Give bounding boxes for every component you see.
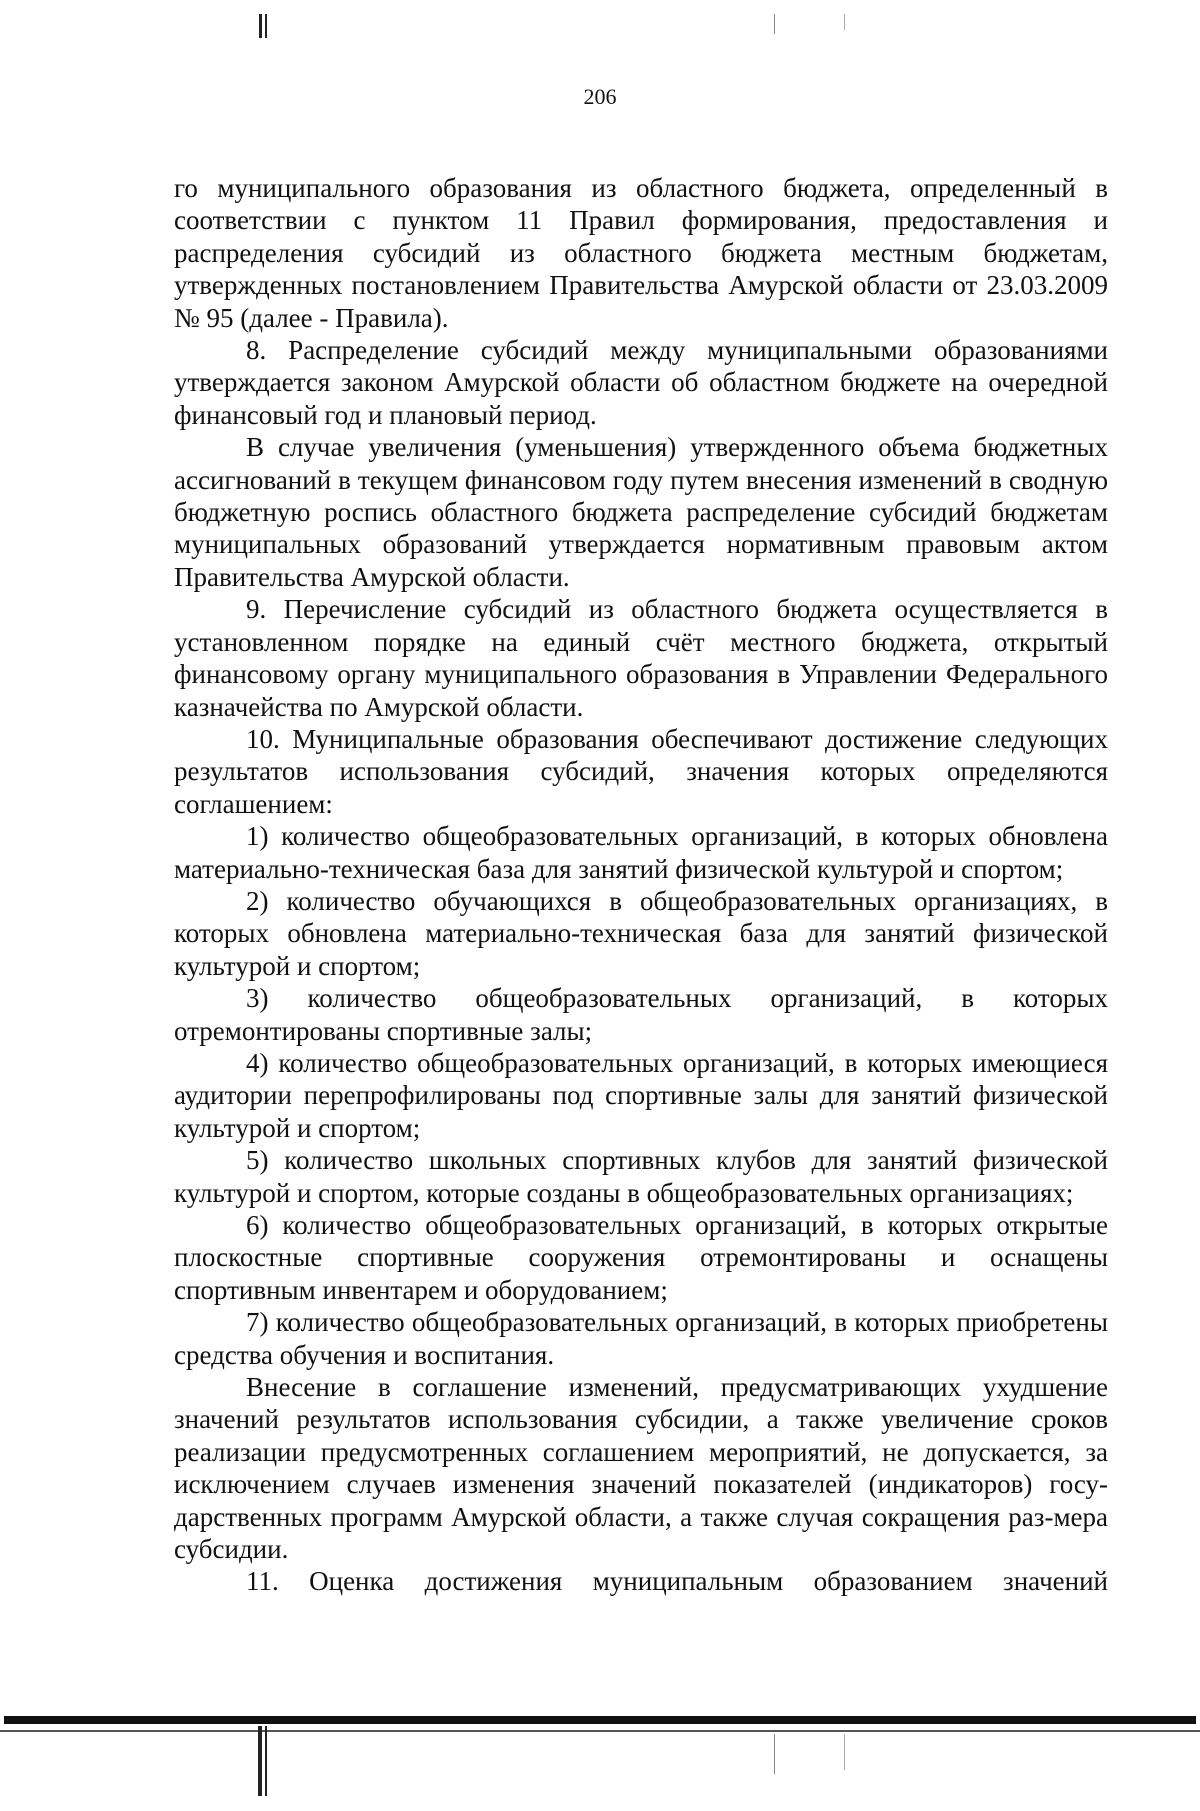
paragraph: 7) количество общеобразовательных организаций, в которых приобретены средства обучения и воспитания. <box>174 1307 1108 1370</box>
scan-artifact-bottom-right-2 <box>844 1734 845 1770</box>
paragraph: 2) количество обучающихся в общеобразовательных организациях, в которых обновлена материально-техническая база для занятий физической культурой и спортом; <box>174 885 1108 981</box>
scan-artifact-top-right-2 <box>844 14 845 30</box>
scan-artifact-bottom-left-2 <box>265 1726 267 1796</box>
scan-border-bottom <box>4 1716 1196 1724</box>
page-number: 206 <box>583 84 617 109</box>
paragraph: Внесение в соглашение изменений, предусматривающих ухудшение значений результатов использования субсидии, а также увеличение сроков реализации предусмотренных соглашением мероприятий, не допускается, за исключением случаев изменения значений показателей (индикаторов) госу-дарственных программ Амурской области, а также случая сокращения раз-мера субсидии. <box>174 1372 1108 1565</box>
document-body <box>174 172 1108 1598</box>
paragraph: 5) количество школьных спортивных клубов для занятий физической культурой и спортом, которые созданы в общеобразовательных организациях; <box>174 1145 1108 1208</box>
paragraph: го муниципального образования из областного бюджета, определенный в соответствии с пунктом 11 Правил формирования, предоставления и распределения субсидий из областного бюджета местным бюджетам, утвержденных постановлением Правительства Амурской области от 23.03.2009 № 95 (далее - Правила). <box>174 173 1108 333</box>
paragraph: 4) количество общеобразовательных организаций, в которых имеющиеся аудитории перепрофилированы под спортивные залы для занятий физической культурой и спортом; <box>174 1047 1108 1143</box>
scan-artifact-top-right <box>774 14 775 34</box>
paragraph: 8. Распределение субсидий между муниципальными образованиями утверждается законом Амурской области об областном бюджете на очередной финансовый год и плановый период. <box>174 335 1108 430</box>
scan-artifact-bottom-right <box>774 1734 775 1774</box>
paragraph: 9. Перечисление субсидий из областного бюджета осуществляется в установленном порядке на единый счёт местного бюджета, открытый финансовому органу муниципального образования в Управлении Федерального казначейства по Амурской области. <box>174 594 1108 722</box>
paragraph: 1) количество общеобразовательных организаций, в которых обновлена материально-техническая база для занятий физической культурой и спортом; <box>174 821 1108 884</box>
paragraph: 10. Муниципальные образования обеспечивают достижение следующих результатов использования субсидий, значения которых определяются соглашением: <box>174 723 1108 819</box>
scan-artifact-top-left <box>259 14 262 38</box>
paragraph: В случае увеличения (уменьшения) утвержденного объема бюджетных ассигнований в текущем финансовом году путем внесения изменений в сводную бюджетную роспись областного бюджета распределение субсидий бюджетам муниципальных образований утверждается нормативным правовым актом Правительства Амурской области. <box>174 432 1108 592</box>
paragraph: 6) количество общеобразовательных организаций, в которых открытые плоскостные спортивные сооружения отремонтированы и оснащены спортивным инвентарем и оборудованием; <box>174 1210 1108 1305</box>
paragraph: 3) количество общеобразовательных организаций, в которых отремонтированы спортивные залы; <box>174 983 1108 1046</box>
scan-artifact-bottom-left <box>258 1726 262 1796</box>
paragraph: 11. Оценка достижения муниципальным образованием значений <box>246 1566 1108 1597</box>
scan-artifact-top-left-2 <box>265 14 267 38</box>
scan-border-bottom-thin <box>0 1730 1200 1732</box>
